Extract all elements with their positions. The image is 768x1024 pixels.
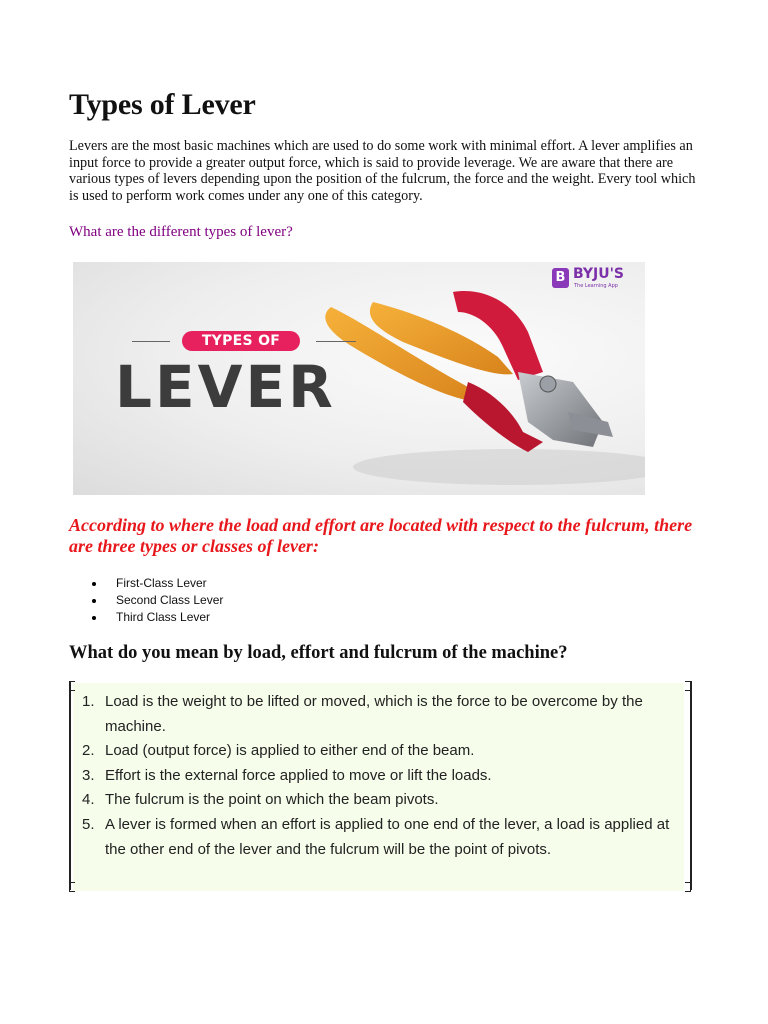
banner-rule-left bbox=[132, 341, 170, 342]
list-item: Third Class Lever bbox=[92, 609, 223, 626]
logo-tagline: The Learning App bbox=[574, 283, 618, 289]
list-text: A lever is formed when an effort is applied to one end of the lever, a load is applied at the other end of the lever and the fulcrum will be the point of pivots. bbox=[105, 815, 670, 858]
lever-classes-heading: According to where the load and effort are located with respect to the fulcrum, there are three types or classes of lever: bbox=[69, 515, 693, 556]
list-number: 2. bbox=[82, 742, 95, 760]
lever-class-list bbox=[92, 575, 223, 626]
bracket-right-rule bbox=[690, 681, 692, 890]
list-item: Second Class Lever bbox=[92, 592, 223, 609]
list-text: Effort is the external force applied to move or lift the loads. bbox=[105, 766, 492, 784]
question-link[interactable]: What are the different types of lever? bbox=[69, 224, 293, 240]
list-number: 4. bbox=[82, 791, 95, 809]
page-title: Types of Lever bbox=[69, 88, 256, 121]
logo-name: BYJU'S bbox=[573, 266, 624, 282]
list-item bbox=[82, 690, 680, 739]
list-item bbox=[82, 739, 680, 764]
banner-pill: TYPES OF bbox=[182, 331, 300, 351]
list-item bbox=[82, 764, 680, 789]
definitions-list bbox=[82, 690, 680, 862]
list-item bbox=[82, 813, 680, 862]
list-number: 1. bbox=[82, 693, 95, 710]
bracket-left-rule bbox=[69, 681, 71, 890]
intro-paragraph: Levers are the most basic machines which are used to do some work with minimal effort. A lever amplifies an input force to provide a greater output force, which is said to provide leverage. We are aware that there are various types of levers depending upon the position of the fulcrum, the force and the weight. Every tool which is used to perform work comes under any one of this category. bbox=[69, 138, 696, 204]
list-text: The fulcrum is the point on which the beam pivots. bbox=[105, 791, 439, 809]
list-item bbox=[82, 788, 680, 813]
byjus-logo-icon: B bbox=[552, 268, 569, 288]
list-number: 3. bbox=[82, 766, 95, 784]
definitions-heading: What do you mean by load, effort and fulcrum of the machine? bbox=[69, 643, 568, 663]
banner-title: LEVER bbox=[115, 353, 336, 421]
list-item: First-Class Lever bbox=[92, 575, 223, 592]
list-text: Load is the weight to be lifted or moved, which is the force to be overcome by the machine. bbox=[105, 693, 643, 735]
list-number: 5. bbox=[82, 815, 95, 833]
list-text: Load (output force) is applied to either end of the beam. bbox=[105, 742, 475, 760]
banner-rule-right bbox=[316, 341, 356, 342]
